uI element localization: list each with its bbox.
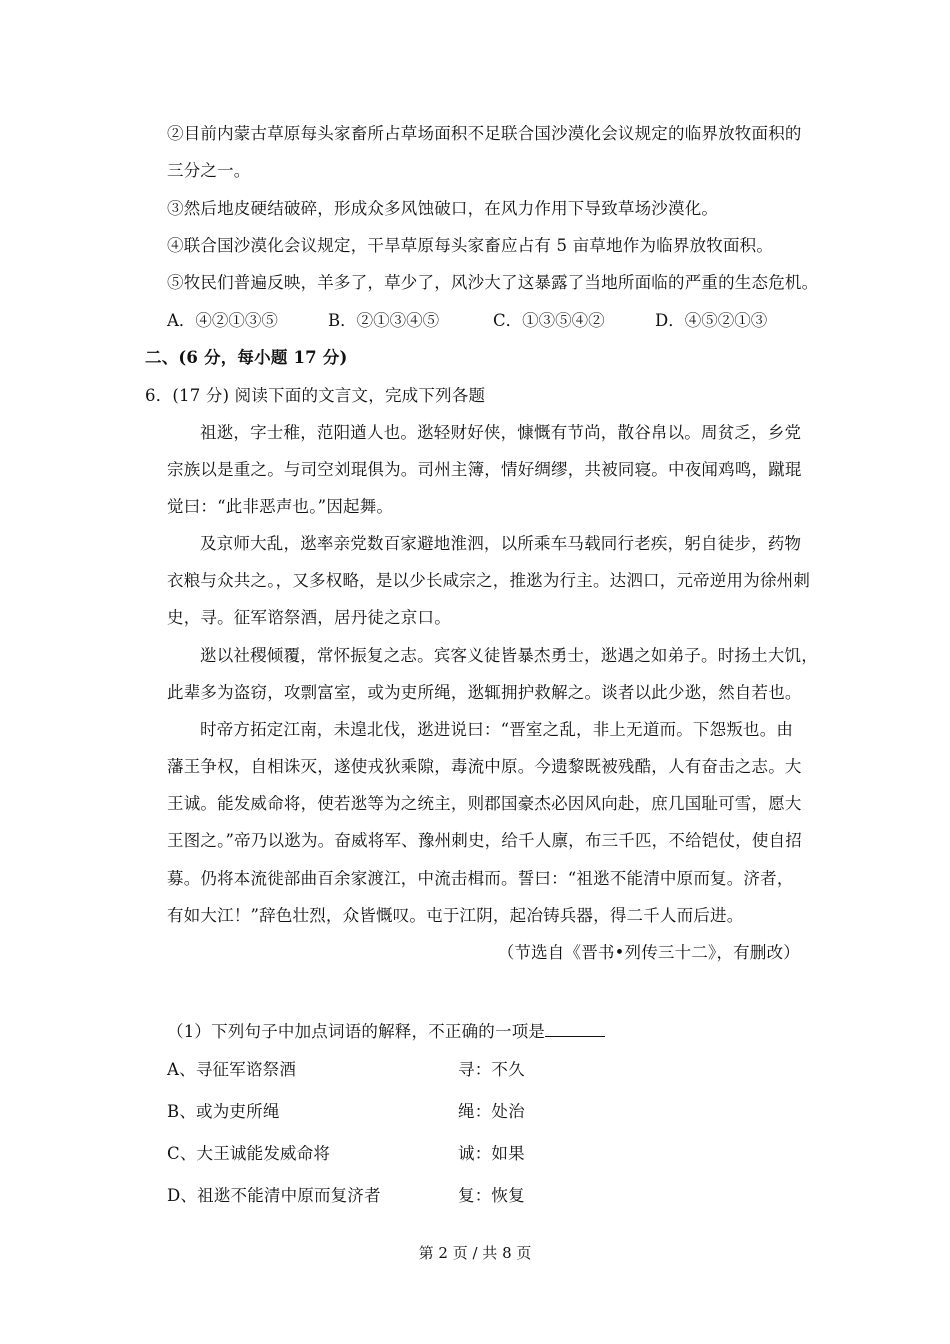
statement-3: ③然后地皮硬结破碎，形成众多风蚀破口，在风力作用下导致草场沙漠化。: [167, 199, 719, 218]
sub-question-1: [167, 1020, 605, 1043]
passage-line: 时帝方拓定江南，未遑北伐，逖进说曰：“晋室之乱，非上无道而。下怨叛也。由: [200, 720, 794, 739]
q5-option-a: A．④②①③⑤: [167, 311, 278, 330]
statement-2-line-2: 三分之一。: [167, 161, 251, 180]
passage-line: 藩王争权，自相诛灭，遂使戎狄乘隙，毒流中原。今遗黎既被残酷，人有奋击之志。大: [167, 757, 802, 776]
passage-line: 祖逖，字士稚，范阳遒人也。逖轻财好侠，慷慨有节尚，散谷帛以。周贫乏，乡党: [200, 423, 802, 442]
choice-d-sentence: D、祖逖不能清中原而复济者: [167, 1186, 381, 1205]
choice-c-gloss: 诚：如果: [458, 1144, 525, 1163]
page-number-footer: 第 2 页 / 共 8 页: [418, 1244, 532, 1262]
passage-line: 募。仍将本流徙部曲百余家渡江，中流击楫而。誓曰：“祖逖不能清中原而复。济者，: [167, 869, 794, 888]
passage-line: 衣粮与众共之。，又多权略，是以少长咸宗之，推逖为行主。达泗口，元帝逆用为徐州刺: [167, 571, 811, 590]
statement-2-line-1: ②目前内蒙古草原每头家畜所占草场面积不足联合国沙漠化会议规定的临界放牧面积的: [167, 124, 802, 143]
passage-line: 此辈多为盗窃，攻剽富室，或为吏所绳，逖辄拥护救解之。谈者以此少逖，然自若也。: [167, 683, 802, 702]
statement-4: ④联合国沙漠化会议规定，干旱草原每头家畜应占有 5 亩草地作为临界放牧面积。: [167, 236, 774, 255]
passage-line: 宗族以是重之。与司空刘琨俱为。司州主簿，情好绸缪，共被同寝。中夜闻鸡鸣，蹴琨: [167, 460, 802, 479]
passage-line: 王诚。能发威命将，使若逖等为之统主，则郡国豪杰必因风向赴，庶几国耻可雪，愿大: [167, 794, 802, 813]
sub-question-1-text: （1）下列句子中加点词语的解释，不正确的一项是: [167, 1022, 546, 1041]
q5-option-d: D．④⑤②①③: [655, 311, 768, 330]
section-heading: 二、(6 分，每小题 17 分): [145, 348, 348, 367]
statement-5: ⑤牧民们普遍反映，羊多了，草少了，风沙大了这暴露了当地所面临的严重的生态危机。: [167, 273, 819, 292]
choice-a-sentence: A、寻征军谘祭酒: [167, 1060, 297, 1079]
passage-line: 史，寻。征军谘祭酒，居丹徒之京口。: [167, 608, 451, 627]
question-6-stem: 6．(17 分) 阅读下面的文言文，完成下列各题: [145, 386, 486, 405]
passage-line: 觉曰：“此非恶声也。”因起舞。: [167, 497, 394, 516]
choice-b-sentence: B、或为吏所绳: [167, 1102, 280, 1121]
answer-blank: [545, 1020, 605, 1037]
choice-c-sentence: C、大王诚能发威命将: [167, 1144, 331, 1163]
choice-a-gloss: 寻：不久: [458, 1060, 525, 1079]
q5-option-b: B．②①③④⑤: [328, 311, 440, 330]
choice-d-gloss: 复：恢复: [458, 1186, 525, 1205]
passage-line: 逖以社稷倾覆，常怀振复之志。宾客义徒皆暴杰勇士，逖遇之如弟子。时扬土大饥，: [200, 646, 818, 665]
q5-option-c: C．①③⑤④②: [493, 311, 605, 330]
choice-b-gloss: 绳：处治: [458, 1102, 525, 1121]
passage-source: （节选自《晋书•列传三十二》，有删改）: [497, 943, 800, 962]
passage-line: 王图之。”帝乃以逖为。奋威将军、豫州刺史，给千人廪，布三千匹，不给铠仗，使自招: [167, 831, 802, 850]
passage-line: 有如大江！”辞色壮烈，众皆慨叹。屯于江阴，起冶铸兵器，得二千人而后进。: [167, 906, 744, 925]
passage-line: 及京师大乱，逖率亲党数百家避地淮泗，以所乘车马载同行老疾，躬自徒步，药物: [200, 534, 802, 553]
